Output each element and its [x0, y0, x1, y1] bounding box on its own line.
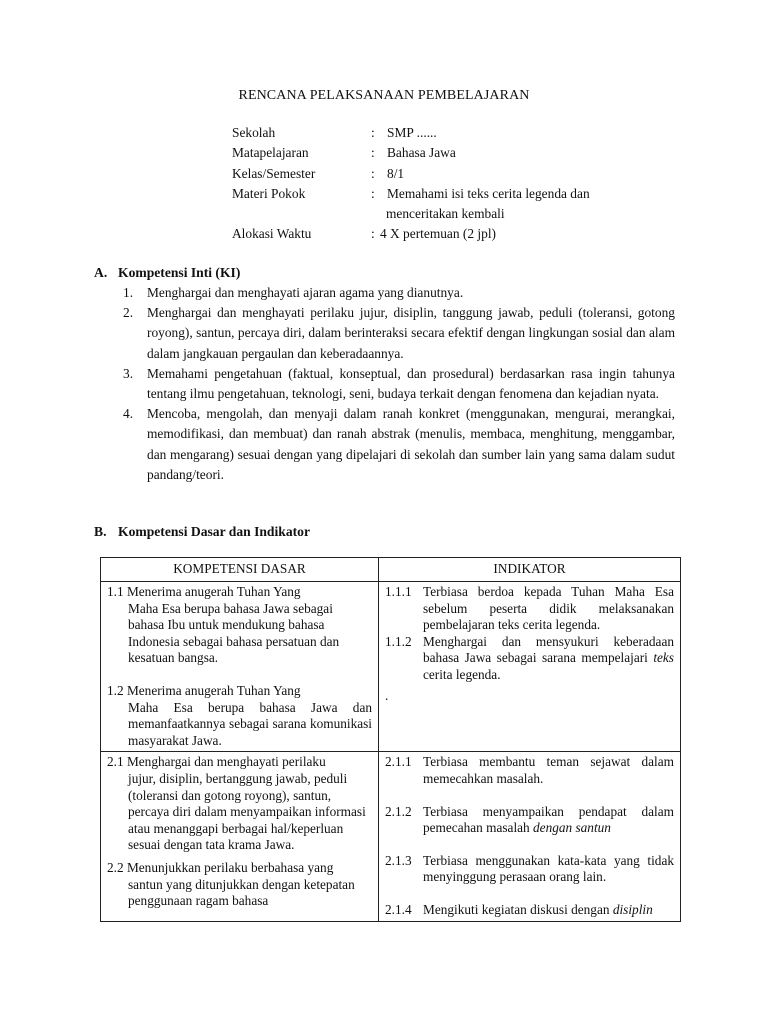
kd-item [107, 754, 372, 854]
kd-text-rest: Maha Esa berupa bahasa Jawa sebagai bahasa Ibu untuk mendukung bahasa Indonesia sebagai bahasa persatuan dan kesatuan bangsa. [128, 600, 340, 666]
identity-label: Alokasi Waktu [232, 226, 312, 242]
kd-cell [101, 582, 379, 752]
table-row [101, 752, 681, 921]
header-indikator: INDIKATOR [379, 558, 681, 582]
kd-number: 2.1 [107, 754, 124, 770]
identity-colon: : [371, 125, 375, 140]
indicator-number: 2.1.1 [385, 754, 412, 770]
kd-text-first: Menerima anugerah Tuhan Yang [126, 584, 301, 599]
section-letter: A. [94, 265, 108, 280]
ki-number: 1. [123, 285, 134, 300]
indicator-text: cerita legenda. [423, 666, 501, 682]
kd-text-first: Menerima anugerah Tuhan Yang [126, 682, 301, 698]
kd-number: 1.1 [107, 584, 124, 599]
ki-number: 4. [123, 406, 134, 422]
identity-value: Bahasa Jawa [387, 145, 456, 161]
section-letter: B. [94, 524, 107, 539]
stray-dot: . [385, 687, 389, 703]
section-a-heading [94, 265, 240, 281]
indicator-text: Terbiasa menggunakan kata-kata yang tidak menyinggung perasaan orang lain. [423, 852, 674, 885]
indicator-text-italic: dengan santun [533, 820, 611, 836]
ki-text: Menghargai dan menghayati perilaku jujur, disiplin, tanggung jawab, peduli (toleransi, gotong royong), santun, percaya diri, dalam berinteraksi secara efektif dengan lingkungan sosial dan alam dalam jangkauan pergaulan dan keberadaannya. [147, 305, 675, 361]
identity-colon: : [371, 165, 375, 181]
kd-item [107, 584, 372, 667]
indicator-text-italic: teks [653, 650, 674, 666]
section-title: Kompetensi Dasar dan Indikator [118, 524, 310, 539]
kd-text-rest: jujur, disiplin, bertanggung jawab, peduli (toleransi dan gotong royong), santun, percaya diri dalam menyampaikan informasi atau menanggapi berbagai hal/keperluan sesuai dengan tata krama Jawa. [128, 770, 366, 853]
kd-item [107, 860, 372, 910]
kd-item [107, 683, 372, 749]
ki-item [123, 404, 675, 485]
kd-text-first: Menghargai dan menghayati perilaku [126, 754, 326, 770]
document-title: RENCANA PELAKSANAAN PEMBELAJARAN [238, 88, 530, 103]
ki-number: 2. [123, 305, 134, 321]
indicator-text: Menghargai dan mensyukuri keberadaan bahasa Jawa sebagai sarana mempelajari [423, 633, 674, 666]
kd-indicator-table [100, 557, 681, 922]
identity-colon: : [371, 185, 375, 201]
identity-label: Sekolah [232, 125, 276, 140]
kd-cell [101, 752, 379, 921]
identity-label: Kelas/Semester [232, 165, 316, 181]
identity-colon: : [371, 145, 375, 161]
identity-value-cont: menceritakan kembali [386, 206, 505, 222]
identity-label: Matapelajaran [232, 145, 309, 161]
ki-text: Mencoba, mengolah, dan menyaji dalam ranah konkret (menggunakan, mengurai, merangkai, memodifikasi, dan membuat) dan ranah abstrak (menulis, membaca, menghitung, menggambar, dan mengarang) sesuai dengan yang dipelajari di sekolah dan sumber lain yang sama dalam sudut pandang/teori. [147, 406, 675, 482]
header-kompetensi-dasar: KOMPETENSI DASAR [101, 558, 379, 582]
indicator-number: 2.1.2 [385, 803, 412, 819]
ki-item [123, 303, 675, 364]
identity-colon: : [371, 226, 375, 242]
indicator-text: Terbiasa membantu teman sejawat dalam memecahkan masalah. [423, 754, 674, 786]
table-row [101, 582, 681, 752]
section-b-heading [94, 524, 310, 540]
indicator-number: 1.1.1 [385, 584, 412, 599]
identity-value: Memahami isi teks cerita legenda dan [387, 185, 590, 201]
indicator-number: 2.1.3 [385, 852, 412, 868]
kd-text-first: Menunjukkan perilaku berbahasa yang [126, 859, 334, 875]
kd-number: 2.2 [107, 859, 124, 875]
ki-item [123, 364, 675, 404]
kd-text-rest: santun yang ditunjukkan dengan ketepatan penggunaan ragam bahasa [128, 876, 355, 909]
ki-text: Memahami pengetahuan (faktual, konseptual, dan prosedural) berdasarkan rasa ingin tahunya tentang ilmu pengetahuan, teknologi, seni, budaya terkait dengan fenomena dan kejadian nyata. [147, 365, 675, 402]
indicator-text-italic: disiplin [612, 901, 653, 917]
identity-value: 8/1 [387, 165, 405, 181]
indicator-item [385, 584, 674, 634]
identity-value: SMP ...... [387, 125, 437, 140]
ki-list [123, 283, 675, 485]
indicator-number: 2.1.4 [385, 901, 412, 917]
indicator-item [385, 804, 674, 837]
identity-label: Materi Pokok [232, 185, 306, 201]
indicator-text: Terbiasa menyampaikan pendapat dalam pemecahan masalah [423, 803, 674, 836]
indicator-text: Terbiasa berdoa kepada Tuhan Maha Esa sebelum peserta didik melaksanakan pembelajaran teks cerita legenda. [423, 584, 674, 633]
ki-number: 3. [123, 365, 134, 381]
ki-item [123, 283, 675, 303]
ki-text: Menghargai dan menghayati ajaran agama yang dianutnya. [147, 285, 464, 300]
indicator-text: Mengikuti kegiatan diskusi dengan [423, 901, 613, 917]
indicator-item [385, 902, 674, 919]
kd-number: 1.2 [107, 682, 124, 698]
indicator-item [385, 634, 674, 684]
section-title: Kompetensi Inti (KI) [118, 265, 241, 280]
indicator-number: 1.1.2 [385, 633, 412, 649]
indicator-cell [379, 752, 681, 921]
indicator-item [385, 754, 674, 787]
indicator-cell [379, 582, 681, 752]
table-header-row [101, 558, 681, 582]
indicator-item [385, 853, 674, 886]
identity-value: 4 X pertemuan (2 jpl) [380, 226, 497, 242]
kd-text-rest: Maha Esa berupa bahasa Jawa dan memanfaatkannya sebagai sarana komunikasi masyarakat Jawa. [128, 699, 372, 748]
